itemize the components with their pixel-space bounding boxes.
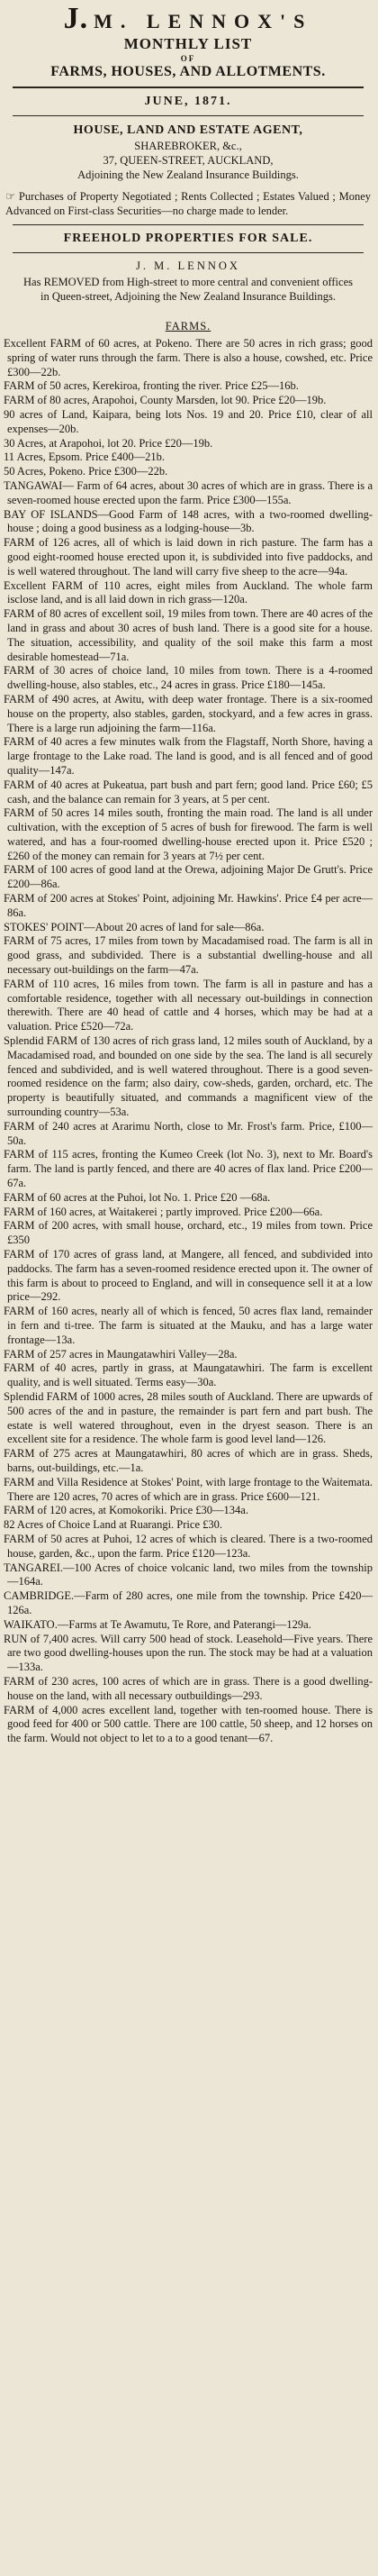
list-item: FARM of 160 acres, at Waitakerei ; partly improved. Price £200—66a. [4,1205,323,1218]
list-item: FARM of 40 acres at Pukeatua, part bush and part fern; good land. Price £60; £5 cash, and the balance can remain for 3 years, at 5 per cent. [4,778,373,806]
masthead [4,4,373,34]
divider [13,115,364,116]
list-item: STOKES' POINT—About 20 acres of land for sale—86a. [4,920,265,933]
list-subtitle: FARMS, HOUSES, AND ALLOTMENTS. [50,64,326,79]
masthead-name: M. LENNOX'S [94,10,313,32]
list-item: CAMBRIDGE.—Farm of 280 acres, one mile from the township. Price £420—126a. [4,1589,373,1616]
list-item: Splendid FARM of 1000 acres, 28 miles south of Auckland. There are upwards of 500 acres of the and in pasture, the remainder is part fern and part bush. The estate is well watered throughout, even in the dryest season. There is an excellent site for a residence. The whole farm is good level land—126. [4,1389,373,1446]
agent-location: Adjoining the New Zealand Insurance Buildings. [77,168,299,181]
list-item: FARM of 80 acres of excellent soil, 19 miles from town. There are 40 acres of the land in grass and about 30 acres of bush land. There is a good site for a house. The situation, accessibility, and quality of the soil make this farm a most desirable homestead—71a. [4,607,373,663]
list-item: FARM of 40 acres, partly in grass, at Maungatawhiri. The farm is excellent quality, and is well situated. Terms easy—30a. [4,1361,373,1389]
agent-address: 37, QUEEN-STREET, AUCKLAND, [103,154,274,167]
list-item: Excellent FARM of 110 acres, eight miles from Auckland. The whole farm isclose land, and is all laid down in rich grass—120a. [4,578,373,606]
list-date: JUNE, 1871. [144,95,232,108]
list-item: Splendid FARM of 130 acres of rich grass land, 12 miles south of Auckland, by a Macadamised road, and bounded on one side by the sea. The land is all securely fenced and subdivided, and is well watered throughout. There is a good seven-roomed residence on the farm; also dairy, cow-sheds, garden, orchard, etc. The property is beautifully situated, and commands a magnificent view of the surrounding country—53a. [4,1034,373,1119]
list-item: FARM and Villa Residence at Stokes' Point, with large frontage to the Waitemata. There are 120 acres, 70 acres of which are in grass. Price £600—121. [4,1475,373,1503]
list-item: FARM of 110 acres, 16 miles from town. The farm is all in pasture and has a comfortable residence, together with all necessary out-buildings in connection therewith. There are 40 head of cattle and 4 horses, which may be had at a valuation. Price £520—72a. [4,977,373,1033]
list-item: 90 acres of Land, Kaipara, being lots Nos. 19 and 20. Price £10, clear of all expenses—20b. [4,407,373,435]
agent-role: SHAREBROKER, &c., [134,140,242,152]
divider [13,252,364,253]
list-item: WAIKATO.—Farms at Te Awamutu, Te Rore, and Paterangi—129a. [4,1617,311,1631]
list-item: FARM of 4,000 acres excellent land, together with ten-roomed house. There is good feed for 400 or 500 cattle. There are 100 cattle, 50 sheep, and 12 horses on the farm. Would not object to let to a to a good tenant—67. [4,1703,373,1745]
list-item: 82 Acres of Choice Land at Ruarangi. Price £30. [4,1518,222,1532]
list-title: MONTHLY LIST [123,35,253,52]
freehold-heading: FREEHOLD PROPERTIES FOR SALE. [63,232,313,245]
farm-listings [4,337,373,1746]
list-item: FARM of 126 acres, all of which is laid down in rich pasture. The farm has a good eight-roomed house erected upon it, is subdivided into five paddocks, and is well watered throughout. The land will carry five sheep to the acre—94a. [4,536,373,578]
list-item: FARM of 490 acres, at Awitu, with deep water frontage. There is a six-roomed house on the property, also stables, garden, stockyard, and a few acres in grass. There is a large run adjoining the farm—116a. [4,692,373,734]
list-item: FARM of 170 acres of grass land, at Mangere, all fenced, and subdivided into paddocks. The farm has a seven-roomed residence erected upon it. The owner of this farm is about to proceed to England, and will in consequence sell it at a low price—292. [4,1248,373,1304]
list-item: FARM of 50 acres, Kerekiroa, fronting the river. Price £25—16b. [4,379,299,393]
services-text: Purchases of Property Negotiated ; Rents Collected ; Estates Valued ; Money Advanced on First-class Securities—no charge made to lender. [5,190,371,217]
list-item: Excellent FARM of 60 acres, at Pokeno. There are 50 acres in rich grass; good spring of water runs through the farm. There is also a house, cowshed, etc. Price £300—22b. [4,337,373,378]
divider [13,224,364,225]
list-item: FARM of 120 acres, at Komokoriki. Price £30—134a. [4,1504,248,1517]
list-item: 50 Acres, Pokeno. Price £300—22b. [4,465,168,478]
list-item: FARM of 160 acres, nearly all of which is fenced, 50 acres flax land, remainder in fern and ti-tree. The farm is situated at the Mauku, and has a large water frontage—13a. [4,1305,373,1346]
masthead-initial: J. [63,2,89,35]
list-item: RUN of 7,400 acres. Will carry 500 head of stock. Leasehold—Five years. There are two good dwelling-houses upon the run. The stock may be had at a valuation—133a. [4,1632,373,1674]
farms-heading: FARMS. [165,320,212,332]
divider [13,86,364,88]
list-item: FARM of 50 acres 14 miles south, fronting the main road. The land is all under cultivation, with the exception of 5 acres of bush for firewood. The farm is well watered, and has a four-roomed dwelling-house erected upon it. Price £520 ; £260 of the money can remain for 3 years at 7½ per cent. [4,806,373,862]
list-item: FARM of 75 acres, 17 miles from town by Macadamised road. The farm is all in good grass, and subdivided. There is a substantial dwelling-house and all necessary out-buildings on the farm—47a. [4,934,373,977]
list-item: 30 Acres, at Arapohoi, lot 20. Price £20—19b. [4,436,213,450]
list-item: FARM of 200 acres at Stokes' Point, adjoining Mr. Hawkins'. Price £4 per acre—86a. [4,892,373,919]
removal-notice: Has REMOVED from High-street to more central and convenient offices in Queen-street, Adjoining the New Zealand Insurance Buildings. [23,276,353,303]
list-item: TANGAREI.—100 Acres of choice volcanic land, two miles from the township—164a. [4,1561,373,1588]
services-notice [5,189,371,218]
list-item: BAY OF ISLANDS—Good Farm of 148 acres, with a two-roomed dwelling-house ; doing a good business as a lodging-house—3b. [4,507,373,535]
agent-title: HOUSE, LAND AND ESTATE AGENT, [73,123,303,137]
list-item: FARM of 50 acres at Puhoi, 12 acres of which is cleared. There is a two-roomed house, garden, &c., upon the farm. Price £120—123a. [4,1532,373,1560]
list-item: FARM of 115 acres, fronting the Kumeo Creek (lot No. 3), next to Mr. Board's farm. The land is partly fenced, and there are 40 acres of flax land. Price £200—67a. [4,1148,373,1190]
list-of: OF [180,54,196,63]
list-item: FARM of 240 acres at Ararimu North, close to Mr. Frost's farm. Price, £100—50a. [4,1119,373,1147]
list-item: FARM of 230 acres, 100 acres of which are in grass. There is a good dwelling-house on the land, with all necessary outbuildings—293. [4,1674,373,1702]
list-item: FARM of 275 acres at Maungatawhiri, 80 acres of which are in grass. Sheds, barns, out-buildings, etc.—1a. [4,1447,373,1474]
list-item: FARM of 200 acres, with small house, orchard, etc., 19 miles from town. Price £350 [4,1219,373,1247]
pointing-hand-icon: ☞ [5,190,16,203]
removal-name: J. M. LENNOX [136,259,240,272]
list-item: FARM of 80 acres, Arapohoi, County Marsden, lot 90. Price £20—19b. [4,394,327,407]
list-item: TANGAWAI— Farm of 64 acres, about 30 acres of which are in grass. There is a seven-roomed house erected upon the farm. Price £300—155a. [4,478,373,506]
list-item: FARM of 100 acres of good land at the Orewa, adjoining Major De Grutt's. Price £200—86a. [4,863,373,891]
list-item: 11 Acres, Epsom. Price £400—21b. [4,451,166,464]
list-item: FARM of 257 acres in Maungatawhiri Valley—28a. [4,1347,238,1361]
list-item: FARM of 30 acres of choice land, 10 miles from town. There is a 4-roomed dwelling-house, also stables, etc., 24 acres in grass. Price £180—145a. [4,664,373,692]
list-item: FARM of 40 acres a few minutes walk from the Flagstaff, North Shore, having a large frontage to the Lake road. The land is good, and is all fenced and of good quality—147a. [4,735,373,777]
list-item: FARM of 60 acres at the Puhoi, lot No. 1. Price £20 —68a. [4,1190,271,1204]
